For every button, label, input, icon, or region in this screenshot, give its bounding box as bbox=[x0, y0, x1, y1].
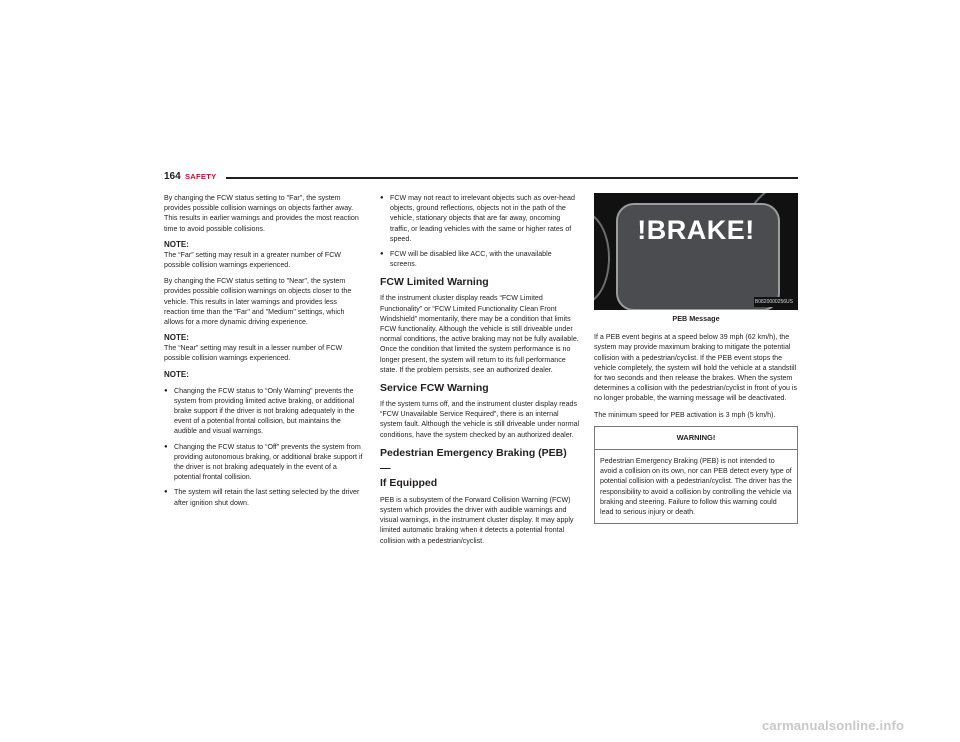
figure-code: B0820000256US bbox=[754, 297, 794, 307]
watermark: carmanualsonline.info bbox=[762, 718, 905, 733]
paragraph: PEB is a subsystem of the Forward Collision Warning (FCW) system which provides the driver with audible warnings and visual warnings, in the instrument cluster display. It may apply limited automatic braking when it detects a potential frontal collision with a pedestrian/cyclist. bbox=[380, 495, 574, 545]
heading-peb-line1: Pedestrian Emergency Braking (PEB) — bbox=[380, 446, 567, 474]
note-text: The “Far” setting may result in a greater number of FCW possible collision warnings experienced. bbox=[164, 250, 342, 270]
note-label: NOTE: bbox=[164, 333, 189, 343]
column-3 bbox=[594, 193, 798, 524]
bullet-item: ● Changing the FCW status to “Only Warning” prevents the system from providing limited active braking, or additional brake support if the driver is not braking adequately in the event of a potential frontal collision, but maintains the audible and visual warnings. bbox=[164, 386, 364, 437]
bullet-item: ● FCW will be disabled like ACC, with the unavailable screens. bbox=[380, 249, 580, 269]
note-text: The “Near” setting may result in a lesser number of FCW possible collision warnings experienced. bbox=[164, 344, 343, 363]
bullet-item: ● Changing the FCW status to “Off” prevents the system from providing autonomous braking, or additional brake support if the driver is not braking adequately in the event of a potential frontal collision. bbox=[164, 442, 364, 483]
section-title: SAFETY bbox=[185, 172, 217, 181]
bullet-item: ● The system will retain the last setting selected by the driver after ignition shut down. bbox=[164, 487, 364, 507]
heading-service-fcw-warning: Service FCW Warning bbox=[380, 382, 489, 395]
page-number: 164 bbox=[164, 171, 181, 182]
bullet-list bbox=[380, 193, 580, 269]
paragraph: If the system turns off, and the instrument cluster display reads “FCW Unavailable Service Required”, there is an internal system fault. Although the vehicle is still driveable under normal conditions, have the system checked by an authorized dealer. bbox=[380, 400, 580, 439]
paragraph: By changing the FCW status setting to "Far", the system provides possible collision warnings on objects farther away. This results in earlier warnings and provides the most reaction time to avoid possible collisions. bbox=[164, 194, 359, 233]
page-header bbox=[164, 172, 798, 184]
warning-text: Pedestrian Emergency Braking (PEB) is not intended to avoid a collision on its own, nor can PEB detect every type of potential collision with a pedestrian/cyclist. The driver has the responsibility to avoid a collision by controlling the vehicle via braking and steering. Failure to follow this warning could lead to serious injury or death. bbox=[600, 457, 792, 517]
peb-message-figure bbox=[594, 193, 798, 310]
warning-title: WARNING! bbox=[595, 427, 797, 450]
column-1 bbox=[164, 193, 364, 514]
heading-peb bbox=[380, 446, 580, 491]
note-label: NOTE: bbox=[164, 369, 189, 379]
paragraph: The minimum speed for PEB activation is 3 mph (5 km/h). bbox=[594, 410, 776, 419]
bullet-item: ● FCW may not react to irrelevant objects such as over-head objects, ground reflections, objects not in the path of the vehicle, stationary objects that are far away, oncoming traffic, or leading vehicles with the same or higher rates of speed. bbox=[380, 193, 580, 244]
warning-body bbox=[595, 450, 797, 523]
bullet-list bbox=[164, 386, 364, 508]
paragraph: If the instrument cluster display reads “FCW Limited Functionality” or “FCW Limited Functionality Clean Front Windshield” momentarily, there may be a condition that limits FCW functionality. Although the vehicle is still driveable under normal conditions, the active braking may not be fully available. Once the condition that limited the system performance is no longer present, the system will return to its full performance state. If the problem persists, see an authorized dealer. bbox=[380, 294, 579, 374]
heading-fcw-limited-warning: FCW Limited Warning bbox=[380, 276, 489, 289]
paragraph: If a PEB event begins at a speed below 39 mph (62 km/h), the system may provide maximum braking to mitigate the potential collision with a pedestrian/cyclist. If the PEB event stops the vehicle completely, the system will hold the vehicle at a standstill for two seconds and then release the brakes. When the system determines a collision with the pedestrian/cyclist in front of you is no longer probable, the warning message will be deactivated. bbox=[594, 333, 798, 403]
heading-peb-line2: If Equipped bbox=[380, 476, 438, 489]
paragraph: By changing the FCW status setting to "Near", the system provides possible collision warnings on objects closer to the vehicle. This results in later warnings and provides less reaction time than the "Far" and "Medium" settings, which allows for a more dynamic driving experience. bbox=[164, 277, 352, 327]
note-label: NOTE: bbox=[164, 239, 189, 249]
header-rule bbox=[226, 177, 798, 179]
figure-caption: PEB Message bbox=[672, 314, 720, 323]
column-2 bbox=[380, 193, 580, 552]
brake-warning-text: !BRAKE! bbox=[637, 215, 755, 245]
warning-box bbox=[594, 426, 798, 524]
